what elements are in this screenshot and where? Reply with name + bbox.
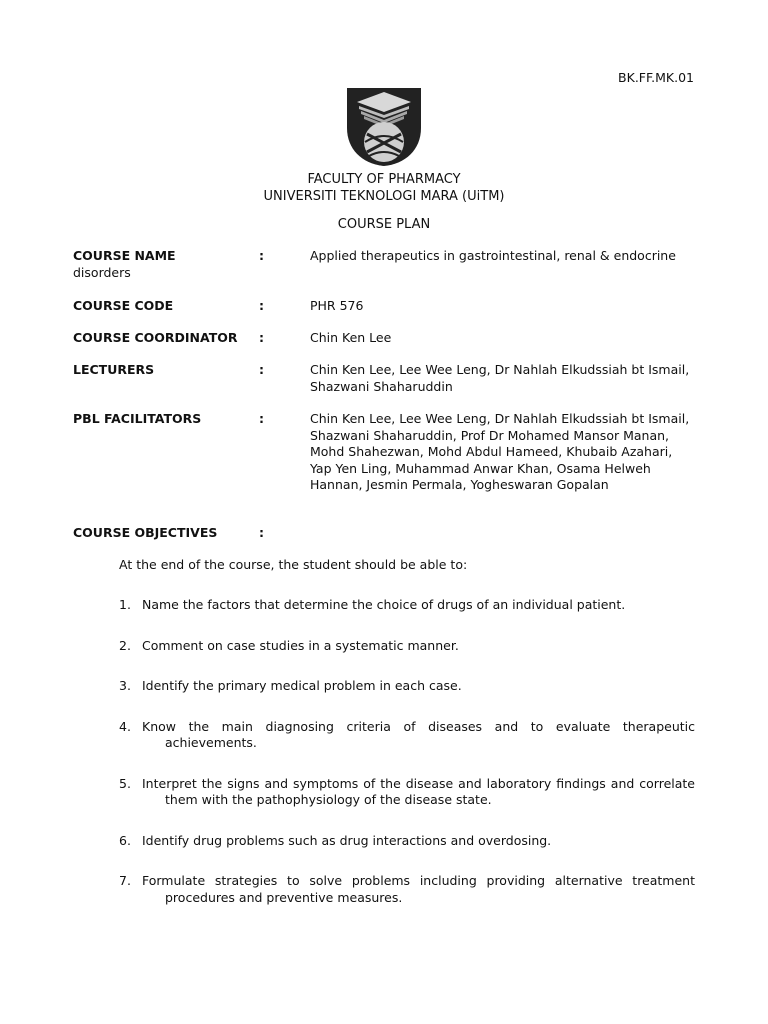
document-code: BK.FF.MK.01 (618, 70, 694, 85)
course-objectives-colon: : (259, 525, 264, 540)
list-item-number: 1. (119, 597, 131, 612)
course-name-label: COURSE NAME (73, 248, 176, 263)
course-name-value: Applied therapeutics in gastrointestinal, renal & endocrine (310, 248, 676, 263)
course-code-value: PHR 576 (310, 298, 364, 313)
lecturers-colon: : (259, 362, 264, 377)
list-item-text: Know the main diagnosing criteria of diseases and to evaluate therapeutic (142, 718, 695, 734)
course-code-colon: : (259, 298, 264, 313)
list-item (119, 597, 695, 614)
course-coordinator-label: COURSE COORDINATOR (73, 330, 238, 345)
list-item-text-continued: procedures and preventive measures. (165, 889, 403, 905)
list-item-number: 5. (119, 775, 131, 791)
course-coordinator-colon: : (259, 330, 264, 345)
uitm-crest-icon (345, 86, 423, 168)
course-name-colon: : (259, 248, 264, 263)
course-plan-title: COURSE PLAN (337, 217, 431, 232)
course-code-label: COURSE CODE (73, 298, 174, 313)
list-item-text: Identify the primary medical problem in each case. (142, 678, 462, 693)
pbl-facilitators-label: PBL FACILITATORS (73, 411, 202, 426)
list-item-text: Name the factors that determine the choice of drugs of an individual patient. (142, 597, 626, 612)
list-item-number: 7. (119, 873, 131, 888)
list-item-text: Formulate strategies to solve problems including providing alternative treatment (142, 873, 695, 888)
course-name-value-continued: disorders (73, 264, 131, 280)
list-item (119, 719, 695, 752)
list-item (119, 873, 695, 906)
lecturers-label: LECTURERS (73, 362, 155, 377)
list-item-text-continued: them with the pathophysiology of the disease state. (165, 792, 492, 807)
course-coordinator-value: Chin Ken Lee (310, 330, 392, 345)
list-item-text-continued: achievements. (165, 735, 257, 750)
list-item (119, 638, 695, 655)
objectives-intro: At the end of the course, the student should be able to: (119, 557, 468, 572)
list-item (119, 678, 695, 695)
pbl-facilitators-value: Chin Ken Lee, Lee Wee Leng, Dr Nahlah Elkudssiah bt Ismail, Shazwani Shaharuddin, Prof Dr Mohamed Mansor Manan, Mohd Shahezwan, Mohd Abdul Hameed, Khubaib Azahari, Yap Yen Ling, Muhammad Anwar Khan, Osama Helweh Hannan, Jesmin Permala, Yogheswaran Gopalan (310, 411, 690, 492)
objectives-list (119, 597, 695, 930)
faculty-heading: FACULTY OF PHARMACY (307, 172, 461, 187)
list-item-number: 2. (119, 637, 131, 653)
list-item-number: 4. (119, 718, 131, 734)
pbl-facilitators-colon: : (259, 411, 264, 426)
list-item-text: Identify drug problems such as drug interactions and overdosing. (142, 832, 552, 848)
list-item-number: 6. (119, 832, 131, 848)
course-objectives-label: COURSE OBJECTIVES (73, 525, 218, 540)
list-item (119, 776, 695, 809)
list-item-text: Comment on case studies in a systematic manner. (142, 637, 459, 653)
list-item (119, 833, 695, 850)
list-item-number: 3. (119, 678, 131, 693)
list-item-text: Interpret the signs and symptoms of the disease and laboratory findings and correlate (142, 775, 695, 791)
university-heading: UNIVERSITI TEKNOLOGI MARA (UiTM) (263, 189, 505, 204)
lecturers-value: Chin Ken Lee, Lee Wee Leng, Dr Nahlah Elkudssiah bt Ismail, Shazwani Shaharuddin (310, 362, 690, 394)
